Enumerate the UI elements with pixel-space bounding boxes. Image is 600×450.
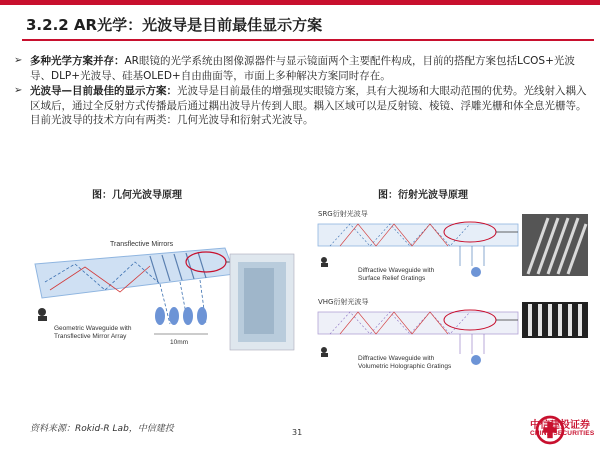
- srg-label-2: Surface Relief Gratings: [358, 275, 426, 282]
- bullet-list: [14, 54, 588, 129]
- vhg-title: VHG衍射光波导: [318, 298, 369, 306]
- bullet-optical-schemes: [14, 54, 588, 83]
- figure-right-caption: 图：衍射光波导原理: [378, 190, 468, 201]
- mirrors-label: Transflective Mirrors: [110, 241, 174, 248]
- figure-left-caption: 图：几何光波导原理: [92, 190, 182, 201]
- projector-icon: [321, 257, 328, 357]
- vhg-eye-icon: [471, 355, 481, 365]
- vhg-label-1: Diffractive Waveguide with: [358, 355, 435, 362]
- srg-title: SRG衍射光波导: [318, 210, 368, 218]
- geometric-waveguide-diagram: [30, 212, 298, 362]
- logo-text-cn: 中信建投证券: [530, 420, 590, 431]
- arrow-bullet-icon: ➢: [14, 85, 23, 96]
- projector-icon: [38, 308, 47, 321]
- bullet-heading: 多种光学方案并存：: [30, 55, 125, 67]
- array-label-1: Geometric Waveguide with: [54, 325, 132, 332]
- top-accent-bar: [0, 0, 600, 5]
- dimension-label: 10mm: [170, 339, 189, 346]
- srg-label-1: Diffractive Waveguide with: [358, 267, 435, 274]
- logo-text-en: CHINA SECURITIES: [530, 430, 595, 437]
- bullet-body: AR眼镜的光学系统由图像源器件与显示镜面两个主要配件构成，目前的搭配方案包括LCOS+光波导、DLP+光波导、硅基OLED+自由曲面等，市面上多种解决方案同时存在。: [30, 55, 575, 82]
- page-title: 3.2.2 AR光学：光波导是目前最佳显示方案: [26, 16, 323, 34]
- srg-eye-icon: [471, 267, 481, 277]
- vhg-label-2: Volumetric Holographic Gratings: [358, 363, 452, 370]
- bullet-waveguide: [14, 84, 588, 128]
- bullet-body: 光波导是目前最佳的增强现实眼镜方案，具有大视场和大眼动范围的优势。光线射入耦入区域后，通过全反射方式传播最后通过耦出波导片传到人眼。耦入区域可以是反射镜、棱镜、浮雕光栅和体全息光栅等。目前光波导的技术方向有两类：几何光波导和衍射式光波导。: [30, 85, 587, 126]
- bullet-heading: 光波导—目前最佳的显示方案：: [30, 85, 177, 97]
- diffractive-waveguide-diagram: [310, 204, 594, 408]
- arrow-bullet-icon: ➢: [14, 55, 23, 66]
- source-note: 资料来源：Rokid-R Lab，中信建投: [30, 424, 174, 434]
- lens-ovals: [155, 307, 207, 325]
- page-number: 31: [292, 428, 303, 437]
- srg-waveguide: [318, 224, 518, 246]
- title-divider: [22, 39, 594, 41]
- array-label-2: Transflective Mirror Array: [54, 333, 127, 340]
- vhg-waveguide: [318, 312, 518, 334]
